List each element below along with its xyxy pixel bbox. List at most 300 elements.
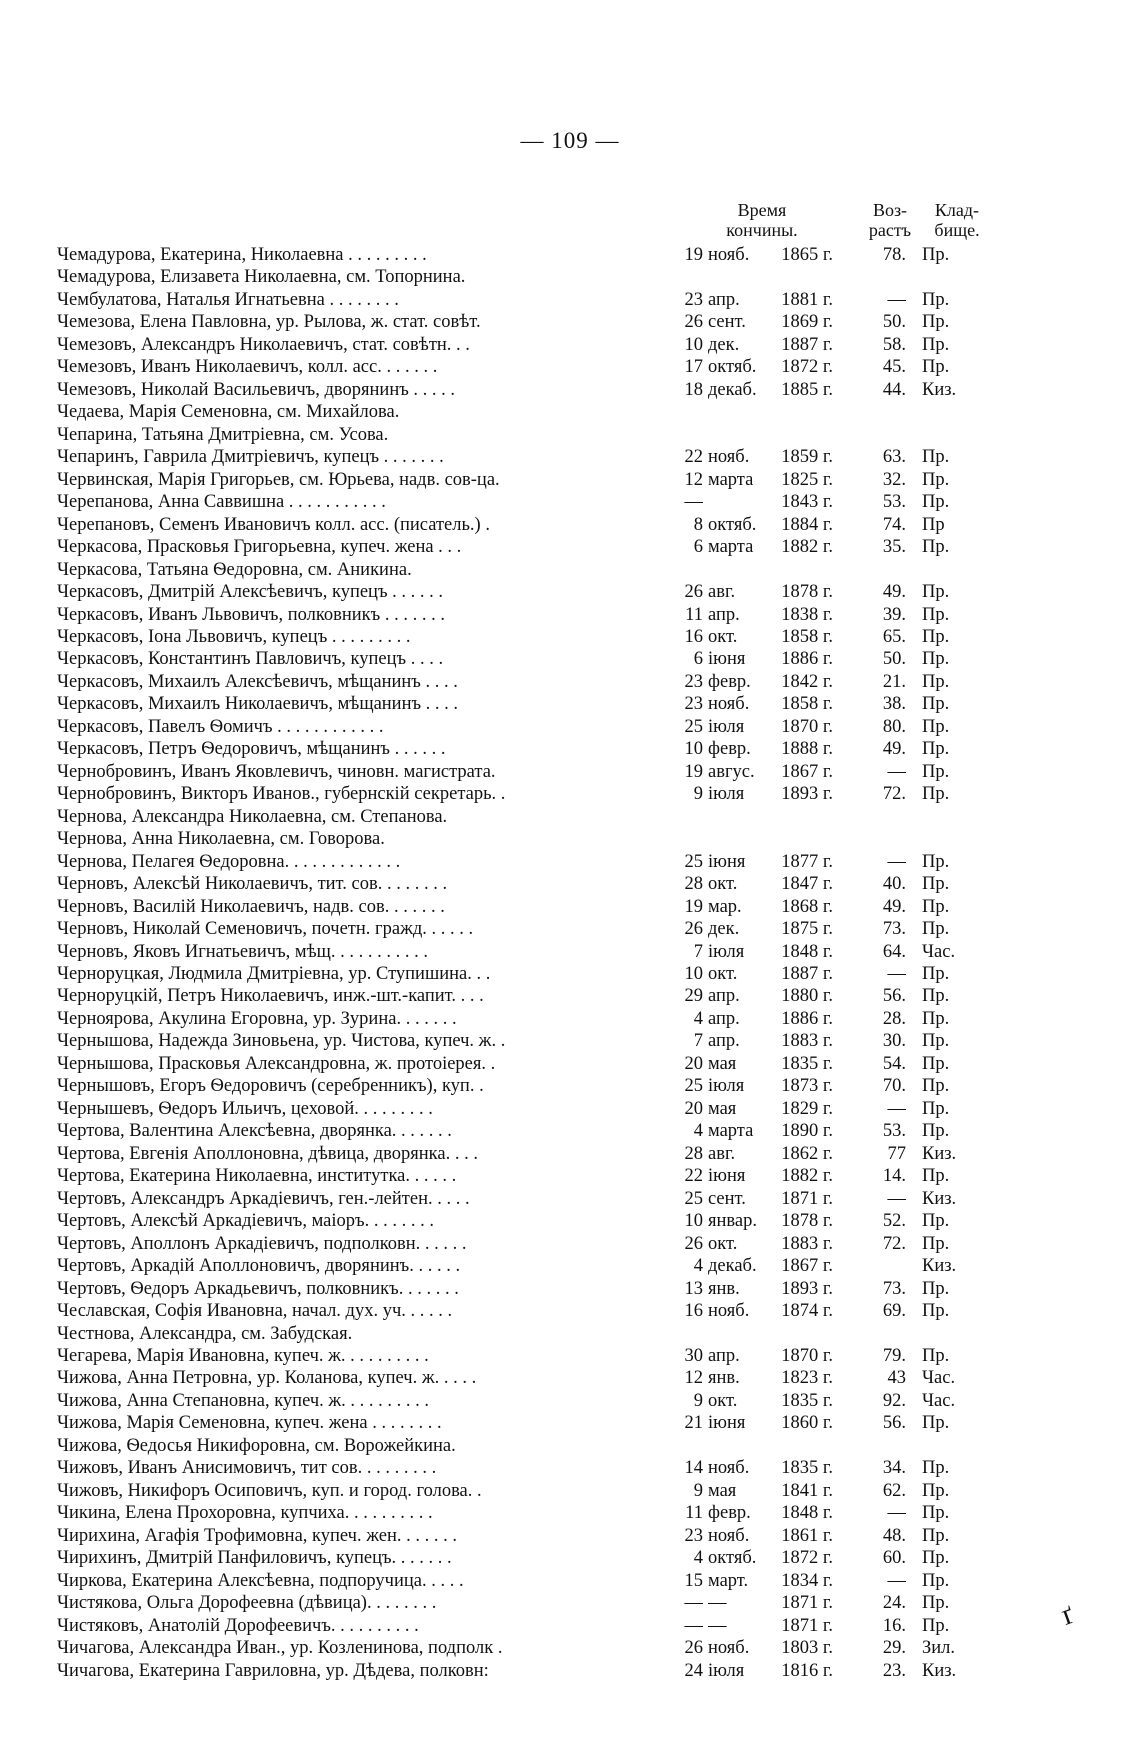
entry-name: Чернобровинъ, Викторъ Иванов., губернскій секретарь. . [57, 784, 506, 805]
entry-name: Чернышовъ, Егоръ Ѳедоровичъ (серебренникъ), куп. . [57, 1076, 484, 1097]
entry-month: нояб. [708, 1301, 750, 1322]
entry-name: Чернышова, Прасковья Александровна, ж. протоіерея. . [57, 1053, 496, 1074]
entry-day: 23 [684, 671, 703, 692]
entry-row [0, 1345, 1140, 1367]
entry-age: 72. [882, 784, 906, 805]
entry-age: 16. [882, 1615, 906, 1636]
entry-year: 1859 г. [781, 447, 833, 468]
entry-month: — [708, 1593, 727, 1614]
entry-month: нояб. [708, 447, 750, 468]
entry-cemetery: Пр. [922, 761, 950, 782]
entry-month: нояб. [708, 1458, 750, 1479]
entry-year: 1871 г. [781, 1615, 833, 1636]
entry-age: — [887, 964, 906, 984]
entry-day: 7 [693, 1031, 703, 1052]
entry-row [0, 1210, 1140, 1232]
entry-name: Чегарева, Марія Ивановна, купеч. ж. . . . . . . . . . [57, 1345, 429, 1366]
entry-month: авгус. [708, 761, 755, 782]
entry-row [0, 424, 1140, 446]
entry-row [0, 266, 1140, 288]
entry-year: 1829 г. [781, 1098, 833, 1119]
entry-month: мая [708, 1098, 737, 1119]
entry-row [0, 1547, 1140, 1569]
entry-year: 1887 г. [781, 334, 833, 355]
entry-age: 92. [882, 1390, 906, 1411]
entry-month: окт. [708, 626, 738, 647]
entry-day: 14 [684, 1458, 703, 1479]
entry-row [0, 604, 1140, 626]
entry-day: 4 [693, 1121, 703, 1142]
entry-age: 53. [882, 1121, 906, 1142]
entry-day: 29 [684, 986, 703, 1007]
entry-row [0, 1323, 1140, 1345]
entry-cemetery: Пр. [922, 739, 950, 760]
entry-day: 10 [684, 964, 703, 984]
entry-cemetery: Пр. [922, 919, 950, 940]
entry-cemetery: Киз. [922, 1256, 957, 1277]
entry-day: 28 [684, 1143, 703, 1164]
entry-cemetery: Пр. [922, 289, 950, 310]
entry-row [0, 1030, 1140, 1052]
entry-name: Чичагова, Екатерина Гавриловна, ур. Дѣдева, полковн: [57, 1660, 489, 1681]
entry-age: 30. [882, 1031, 906, 1052]
entry-age: 14. [882, 1166, 906, 1187]
entry-row [0, 1525, 1140, 1547]
header-cemetery: Клад- бище. [934, 200, 980, 240]
entry-age: 49. [882, 739, 906, 760]
entry-day: 17 [684, 357, 703, 378]
entry-name: Чикина, Елена Прохоровна, купчиха. . . . . . . . . . [57, 1503, 433, 1524]
entry-name: Чембулатова, Наталья Игнатьевна . . . . . . . . [57, 289, 399, 310]
entry-age: 39. [882, 604, 906, 625]
entry-row [0, 1255, 1140, 1277]
entry-age: 64. [882, 941, 906, 962]
entry-age: 69. [882, 1301, 906, 1322]
entry-name: Чертовъ, Алексѣй Аркадіевичъ, маіоръ. . . . . . . . [57, 1211, 434, 1232]
entry-day: 10 [684, 739, 703, 760]
entry-cemetery: Пр. [922, 1525, 950, 1546]
entry-cemetery: Пр. [922, 334, 950, 355]
entry-age: 56. [882, 1413, 906, 1434]
entry-year: 1878 г. [781, 1211, 833, 1232]
entry-month: окт. [708, 1390, 738, 1411]
entry-name: Чемадурова, Елизавета Николаевна, см. Топорнина. [57, 267, 466, 288]
entry-year: 1869 г. [781, 312, 833, 333]
entry-year: 1867 г. [781, 761, 833, 782]
entry-month: апр. [708, 1031, 740, 1052]
entry-month: апр. [708, 986, 740, 1007]
entry-year: 1886 г. [781, 1008, 833, 1029]
entry-year: 1870 г. [781, 1345, 833, 1366]
entry-row [0, 783, 1140, 805]
entry-cemetery: Пр. [922, 1053, 950, 1074]
entry-month: — [708, 1615, 727, 1636]
entry-day: 11 [685, 604, 703, 625]
entry-day: 25 [684, 716, 703, 737]
entry-row [0, 1008, 1140, 1030]
entry-age: 44. [882, 379, 906, 400]
entry-month: апр. [708, 1345, 740, 1366]
entry-month: февр. [708, 739, 751, 760]
entry-cemetery: Пр. [922, 1413, 950, 1434]
entry-month: іюля [708, 716, 745, 737]
entry-row [0, 1660, 1140, 1682]
entry-name: Чемезовъ, Иванъ Николаевичъ, колл. асс. . . . . . . [57, 357, 438, 378]
entry-day: 6 [693, 537, 703, 558]
entry-row [0, 851, 1140, 873]
entry-row [0, 289, 1140, 311]
entry-year: 1884 г. [781, 514, 833, 535]
entry-row [0, 1053, 1140, 1075]
entry-name: Чертова, Екатерина Николаевна, институтка. . . . . . [57, 1166, 457, 1187]
entry-name: Чернова, Анна Николаевна, см. Говорова. [57, 829, 385, 850]
entry-name: Чистякова, Ольга Дорофеевна (дѣвица). . . . . . . . [57, 1593, 437, 1614]
entry-cemetery: Пр. [922, 626, 950, 647]
entry-name: Чернобровинъ, Иванъ Яковлевичъ, чиновн. магистрата. [57, 761, 496, 782]
entry-year: 1803 г. [781, 1638, 833, 1659]
entry-year: 1868 г. [781, 896, 833, 917]
entry-day: — [684, 1615, 703, 1636]
entry-age: 49. [882, 896, 906, 917]
entry-month: сент. [708, 312, 746, 333]
entry-year: 1888 г. [781, 739, 833, 760]
entry-age: — [887, 1570, 906, 1591]
entry-month: марта [708, 1121, 754, 1142]
entry-age: 73. [882, 919, 906, 940]
entry-day: 8 [693, 514, 703, 535]
entry-day: 18 [684, 379, 703, 400]
entry-year: 1870 г. [781, 716, 833, 737]
entry-month: февр. [708, 671, 751, 692]
entry-row [0, 918, 1140, 940]
entry-age: 63. [882, 447, 906, 468]
entry-row [0, 1570, 1140, 1592]
entry-month: окт. [708, 964, 738, 984]
entry-day: 25 [684, 1188, 703, 1209]
entry-cemetery: Час. [922, 1390, 956, 1411]
entry-age: 34. [882, 1458, 906, 1479]
entry-cemetery: Пр. [922, 1076, 950, 1097]
entry-day: 22 [684, 447, 703, 468]
entry-day: 22 [684, 1166, 703, 1187]
entry-row [0, 1300, 1140, 1322]
entry-month: іюля [708, 1076, 745, 1097]
entry-name: Черкасовъ, Иванъ Львовичъ, полковникъ . . . . . . . [57, 604, 445, 625]
entry-row [0, 828, 1140, 850]
entry-cemetery: Зил. [922, 1638, 956, 1659]
entry-day: 10 [684, 334, 703, 355]
entry-month: іюля [708, 784, 745, 805]
entry-name: Чемезовъ, Николай Васильевичъ, дворянинъ . . . . . [57, 379, 456, 400]
entry-month: іюля [708, 1660, 745, 1681]
entry-cemetery: Киз. [922, 1143, 957, 1164]
entry-cemetery: Пр. [922, 1480, 950, 1501]
entry-name: Черновъ, Николай Семеновичъ, почетн. гражд. . . . . . [57, 919, 474, 940]
entry-month: октяб. [708, 357, 757, 378]
entry-day: 25 [684, 1076, 703, 1097]
entry-name: Черновъ, Алексѣй Николаевичъ, тит. сов. . . . . . . . [57, 874, 448, 895]
entry-age: 54. [882, 1053, 906, 1074]
entry-day: 12 [684, 469, 703, 490]
entry-name: Черкасовъ, Михаилъ Алексѣевичъ, мѣщанинъ . . . . [57, 671, 458, 692]
entry-day: 28 [684, 874, 703, 895]
entry-cemetery: Пр. [922, 1593, 950, 1614]
entry-year: 1880 г. [781, 986, 833, 1007]
entry-age: 21. [882, 671, 906, 692]
entry-name: Черкасовъ, Павелъ Ѳомичъ . . . . . . . . . . . . [57, 716, 384, 737]
entry-age: 77 [887, 1143, 906, 1164]
entry-age: 53. [882, 492, 906, 513]
entry-age: 74. [882, 514, 906, 535]
entry-year: 1872 г. [781, 357, 833, 378]
entry-year: 1873 г. [781, 1076, 833, 1097]
entry-name: Чертова, Евгенія Аполлоновна, дѣвица, дворянка. . . . [57, 1143, 478, 1164]
entry-month: октяб. [708, 514, 757, 535]
entry-name: Чиркова, Екатерина Алексѣевна, подпоручица. . . . . [57, 1570, 464, 1591]
entry-cemetery: Пр. [922, 964, 950, 984]
entry-row [0, 536, 1140, 558]
entry-year: 1823 г. [781, 1368, 833, 1389]
entry-day: 13 [684, 1278, 703, 1299]
entry-month: февр. [708, 1503, 751, 1524]
entry-month: нояб. [708, 1638, 750, 1659]
entry-row [0, 559, 1140, 581]
entry-row [0, 581, 1140, 603]
entry-day: 25 [684, 851, 703, 872]
entry-month: іюня [708, 649, 746, 670]
entry-month: марта [708, 469, 754, 490]
entry-day: 19 [684, 896, 703, 917]
entry-month: янв. [708, 1278, 740, 1299]
entry-name: Чемезовъ, Александръ Николаевичъ, стат. совѣтн. . . [57, 334, 470, 355]
entry-age: — [887, 1188, 906, 1209]
entry-year: 1835 г. [781, 1458, 833, 1479]
entry-cemetery: Пр. [922, 1458, 950, 1479]
entry-age: 35. [882, 537, 906, 558]
entry-row [0, 491, 1140, 513]
entry-row [0, 716, 1140, 738]
entry-cemetery: Пр. [922, 1211, 950, 1232]
entry-day: 9 [693, 1480, 703, 1501]
entry-age: 50. [882, 649, 906, 670]
entry-day: 6 [693, 649, 703, 670]
entry-name: Чертова, Валентина Алексѣевна, дворянка. . . . . . . [57, 1121, 452, 1142]
entry-row [0, 963, 1140, 985]
entry-age: 45. [882, 357, 906, 378]
entry-name: Чернышевъ, Ѳедоръ Ильичъ, цеховой. . . . . . . . . [57, 1098, 433, 1119]
entry-name: Черкасовъ, Михаилъ Николаевичъ, мѣщанинъ . . . . [57, 694, 459, 715]
entry-day: 19 [684, 245, 703, 265]
entry-year: 1883 г. [781, 1233, 833, 1254]
entry-name: Черноруцкая, Людмила Дмитріевна, ур. Ступишина. . . [57, 964, 491, 984]
entry-row [0, 1615, 1140, 1637]
entry-day: 21 [684, 1413, 703, 1434]
entry-row [0, 806, 1140, 828]
entry-cemetery: Пр. [922, 851, 950, 872]
entry-row [0, 1435, 1140, 1457]
entry-month: іюня [708, 1413, 746, 1434]
entry-day: 20 [684, 1053, 703, 1074]
entry-name: Чепаринъ, Гаврила Дмитріевичъ, купецъ . . . . . . . [57, 447, 444, 468]
entry-cemetery: Час. [922, 941, 956, 962]
entry-year: 1865 г. [781, 245, 833, 265]
entry-age: 43 [887, 1368, 906, 1389]
entry-month: дек. [708, 334, 740, 355]
entry-year: 1887 г. [781, 964, 833, 984]
entry-row [0, 311, 1140, 333]
entry-day: 20 [684, 1098, 703, 1119]
entry-month: авг. [708, 1143, 736, 1164]
entry-day: 11 [685, 1503, 703, 1524]
entry-month: мар. [708, 896, 742, 917]
entry-name: Чертовъ, Ѳедоръ Аркадьевичъ, полковникъ. . . . . . . [57, 1278, 459, 1299]
entry-age: 38. [882, 694, 906, 715]
entry-cemetery: Пр. [922, 1345, 950, 1366]
entry-name: Черновъ, Яковъ Игнатьевичъ, мѣщ. . . . . . . . . . . [57, 941, 429, 962]
entry-cemetery: Пр. [922, 245, 950, 265]
entry-row [0, 941, 1140, 963]
entry-age: — [887, 1098, 906, 1119]
entry-name: Чистяковъ, Анатолій Дорофеевичъ. . . . . . . . . . [57, 1615, 419, 1636]
entry-name: Чирихинъ, Дмитрій Панфиловичъ, купецъ. . . . . . . [57, 1548, 452, 1569]
margin-pen-mark: ґ [1056, 1597, 1078, 1632]
entry-month: нояб. [708, 245, 750, 265]
entry-cemetery: Пр. [922, 671, 950, 692]
entry-month: іюня [708, 851, 746, 872]
entry-day: 9 [693, 784, 703, 805]
entry-row [0, 1143, 1140, 1165]
entry-day: 24 [684, 1660, 703, 1681]
entry-name: Чирихина, Агафія Трофимовна, купеч. жен. . . . . . . [57, 1525, 457, 1546]
entry-cemetery: Пр. [922, 1098, 950, 1119]
entry-row [0, 1233, 1140, 1255]
entry-day: 16 [684, 626, 703, 647]
entry-year: 1838 г. [781, 604, 833, 625]
entry-cemetery: Пр. [922, 986, 950, 1007]
entry-year: 1848 г. [781, 1503, 833, 1524]
entry-name: Чичагова, Александра Иван., ур. Козленинова, подполк . [57, 1638, 503, 1659]
entry-row [0, 1592, 1140, 1614]
entry-age: 52. [882, 1211, 906, 1232]
entry-age: 32. [882, 469, 906, 490]
entry-month: марта [708, 537, 754, 558]
entry-age: 79. [882, 1345, 906, 1366]
entry-name: Чеславская, Софія Ивановна, начал. дух. уч. . . . . . [57, 1301, 453, 1322]
entry-month: апр. [708, 604, 740, 625]
entry-row [0, 1457, 1140, 1479]
entry-day: 26 [684, 312, 703, 333]
entry-name: Черноруцкій, Петръ Николаевичъ, инж.-шт.-капит. . . . [57, 986, 484, 1007]
entry-name: Черноярова, Акулина Егоровна, ур. Зурина. . . . . . . [57, 1008, 457, 1029]
entry-row [0, 648, 1140, 670]
entry-row [0, 356, 1140, 378]
entry-name: Черновъ, Василій Николаевичъ, надв. сов. . . . . . . [57, 896, 445, 917]
entry-cemetery: Пр. [922, 1615, 950, 1636]
entry-day: 26 [684, 1233, 703, 1254]
entry-year: 1834 г. [781, 1570, 833, 1591]
entry-row [0, 896, 1140, 918]
entry-row [0, 446, 1140, 468]
entry-name: Чернова, Пелагея Ѳедоровна. . . . . . . . . . . . . [57, 851, 401, 872]
entry-month: мая [708, 1053, 737, 1074]
entry-cemetery: Пр. [922, 1031, 950, 1052]
entry-name: Чижова, Марія Семеновна, купеч. жена . . . . . . . . [57, 1413, 442, 1434]
entry-row [0, 738, 1140, 760]
entry-month: дек. [708, 919, 740, 940]
entry-day: 19 [684, 761, 703, 782]
entry-cemetery: Киз. [922, 1188, 957, 1209]
entry-name: Черкасовъ, Дмитрій Алексѣевичъ, купецъ . . . . . . [57, 582, 444, 603]
entry-name: Червинская, Марія Григорьев, см. Юрьева, надв. сов-ца. [57, 469, 500, 490]
entry-day: 9 [693, 1390, 703, 1411]
entry-age: 80. [882, 716, 906, 737]
entry-day: 26 [684, 1638, 703, 1659]
header-time-of-death: Время кончины. [726, 200, 798, 240]
entry-cemetery: Пр. [922, 1278, 950, 1299]
entry-row [0, 1637, 1140, 1659]
entry-age: 23. [882, 1660, 906, 1681]
entry-age: 50. [882, 312, 906, 333]
entry-name: Черкасовъ, Іона Львовичъ, купецъ . . . . . . . . . [57, 626, 411, 647]
entry-day: — [684, 492, 703, 513]
entry-day: 4 [693, 1008, 703, 1029]
entry-age: — [887, 761, 906, 782]
entry-age: 48. [882, 1525, 906, 1546]
entry-month: авг. [708, 582, 736, 603]
entry-row [0, 1390, 1140, 1412]
entry-month: апр. [708, 1008, 740, 1029]
entry-row [0, 1075, 1140, 1097]
entry-cemetery: Пр. [922, 469, 950, 490]
entry-age: — [887, 289, 906, 310]
entry-cemetery: Пр. [922, 896, 950, 917]
entry-cemetery: Пр. [922, 312, 950, 333]
entry-day: 30 [684, 1345, 703, 1366]
entry-day: 26 [684, 919, 703, 940]
entry-name: Черкасовъ, Петръ Ѳедоровичъ, мѣщанинъ . . . . . . [57, 739, 446, 760]
entry-name: Чемадурова, Екатерина, Николаевна . . . . . . . . . [57, 245, 427, 265]
entry-day: 4 [693, 1548, 703, 1569]
entry-cemetery: Киз. [922, 1660, 957, 1681]
entry-year: 1893 г. [781, 784, 833, 805]
entry-name: Черкасовъ, Константинъ Павловичъ, купецъ . . . . [57, 649, 444, 670]
entry-cemetery: Пр. [922, 1121, 950, 1142]
entry-year: 1825 г. [781, 469, 833, 490]
entry-year: 1816 г. [781, 1660, 833, 1681]
entry-month: мая [708, 1480, 737, 1501]
entry-row [0, 985, 1140, 1007]
entry-row [0, 693, 1140, 715]
entry-year: 1848 г. [781, 941, 833, 962]
entry-row [0, 514, 1140, 536]
entry-name: Чертовъ, Аркадій Аполлоновичъ, дворянинъ. . . . . . [57, 1256, 461, 1277]
entry-cemetery: Пр. [922, 604, 950, 625]
entry-row [0, 1188, 1140, 1210]
entry-cemetery: Пр. [922, 447, 950, 468]
entry-cemetery: Пр. [922, 694, 950, 715]
entry-row [0, 244, 1140, 266]
entry-name: Честнова, Александра, см. Забудская. [57, 1323, 353, 1344]
entry-year: 1886 г. [781, 649, 833, 670]
entry-cemetery: Пр. [922, 537, 950, 558]
entry-name: Чернова, Александра Николаевна, см. Степанова. [57, 806, 448, 827]
entry-cemetery: Пр. [922, 784, 950, 805]
entry-day: 23 [684, 694, 703, 715]
entry-month: окт. [708, 874, 738, 895]
entry-day: 4 [693, 1256, 703, 1277]
entry-year: 1835 г. [781, 1390, 833, 1411]
entry-month: декаб. [708, 1256, 757, 1277]
